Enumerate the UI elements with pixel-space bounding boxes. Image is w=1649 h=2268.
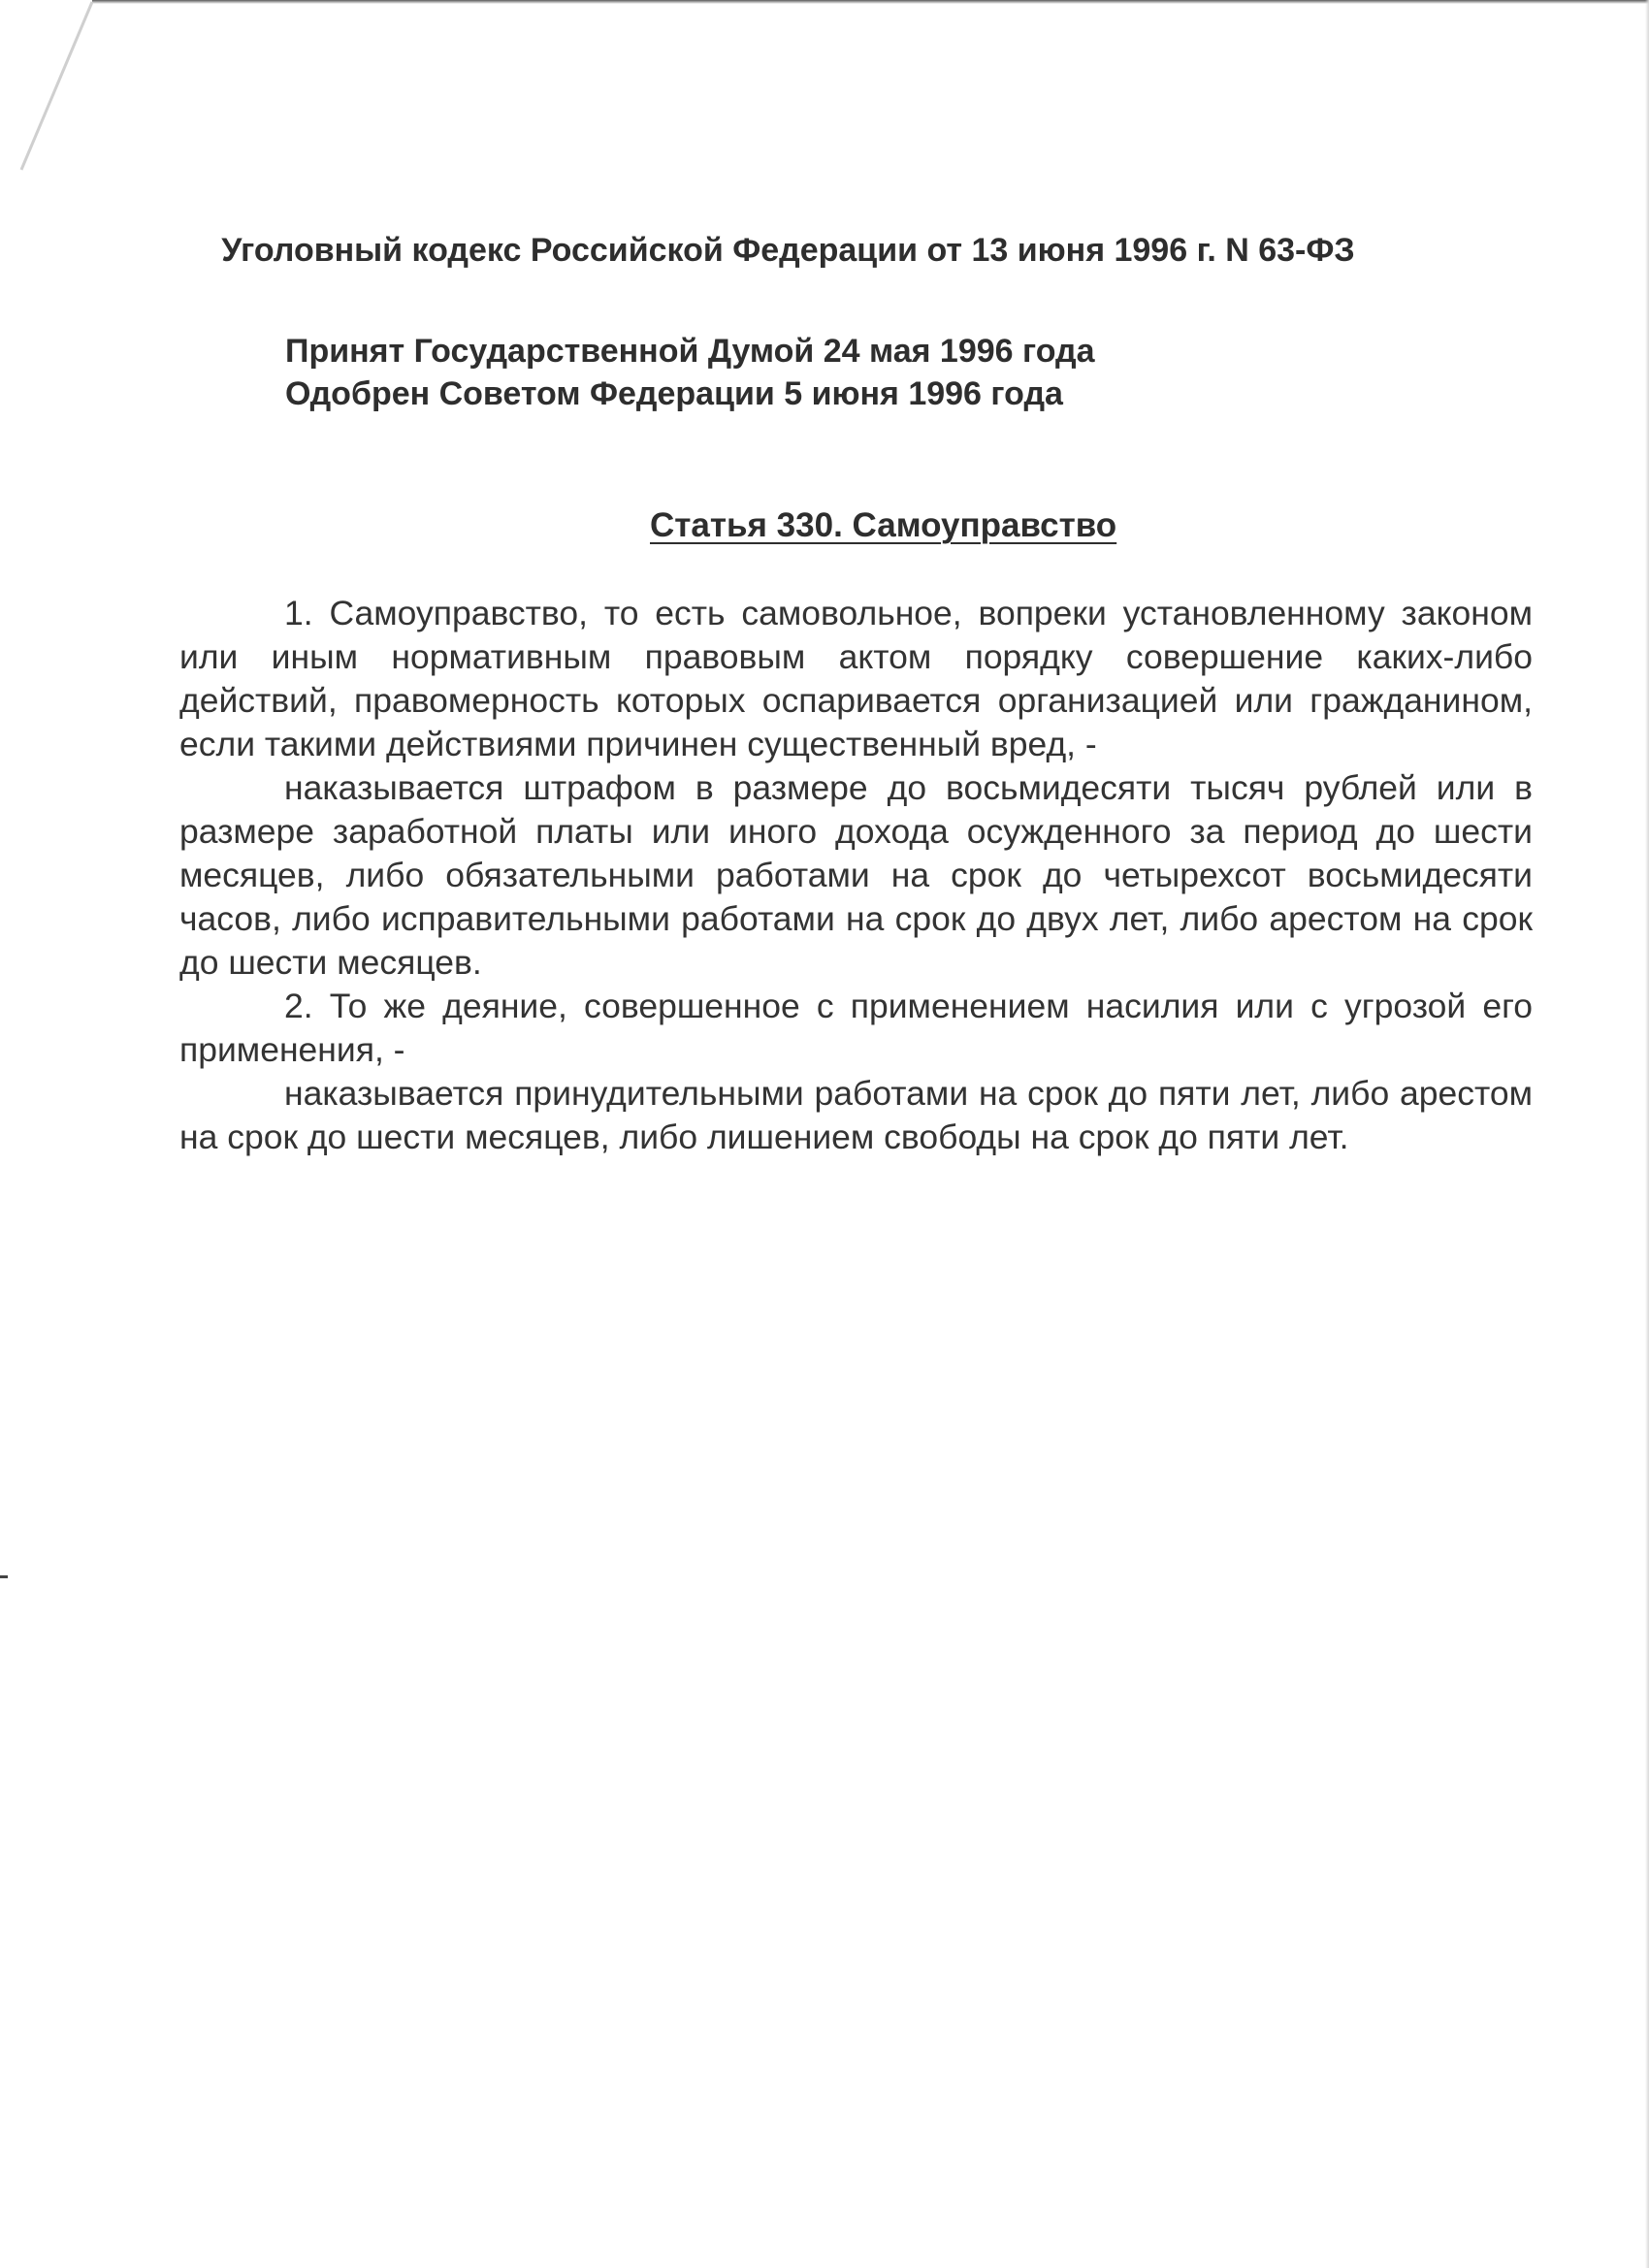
paragraph: наказывается штрафом в размере до восьмидесяти тысяч рублей или в размере заработной платы или иного дохода осужденного за период до шести месяцев, либо обязательными работами на срок до четырехсот восьмидесяти часов, либо исправительными работами на срок до двух лет, либо арестом на срок до шести месяцев. [179, 768, 1533, 982]
adoption-line-duma: Принят Государственной Думой 24 мая 1996 года [285, 333, 1095, 370]
scan-corner-fold [0, 0, 97, 194]
scan-right-edge [1645, 0, 1649, 2268]
scan-mark [0, 1575, 8, 1578]
adoption-info [285, 330, 1095, 415]
paragraph: 2. То же деяние, совершенное с применением насилия или с угрозой его применения, - [179, 987, 1533, 1069]
article-body [179, 592, 1533, 1159]
adoption-line-council: Одобрен Советом Федерации 5 июня 1996 года [285, 375, 1063, 412]
paragraph: 1. Самоуправство, то есть самовольное, вопреки установленному законом или иным нормативным правовым актом порядку совершение каких-либо действий, правомерность которых оспаривается организацией или гражданином, если такими действиями причинен существенный вред, - [179, 594, 1533, 763]
paragraph: наказывается принудительными работами на срок до пяти лет, либо арестом на срок до шести месяцев, либо лишением свободы на срок до пяти лет. [179, 1074, 1533, 1156]
document-title: Уголовный кодекс Российской Федерации от 13 июня 1996 г. N 63-ФЗ [221, 232, 1355, 269]
article-title: Статья 330. Самоуправство [650, 506, 1117, 544]
article-heading [0, 504, 1649, 547]
scan-top-edge [92, 0, 1649, 4]
